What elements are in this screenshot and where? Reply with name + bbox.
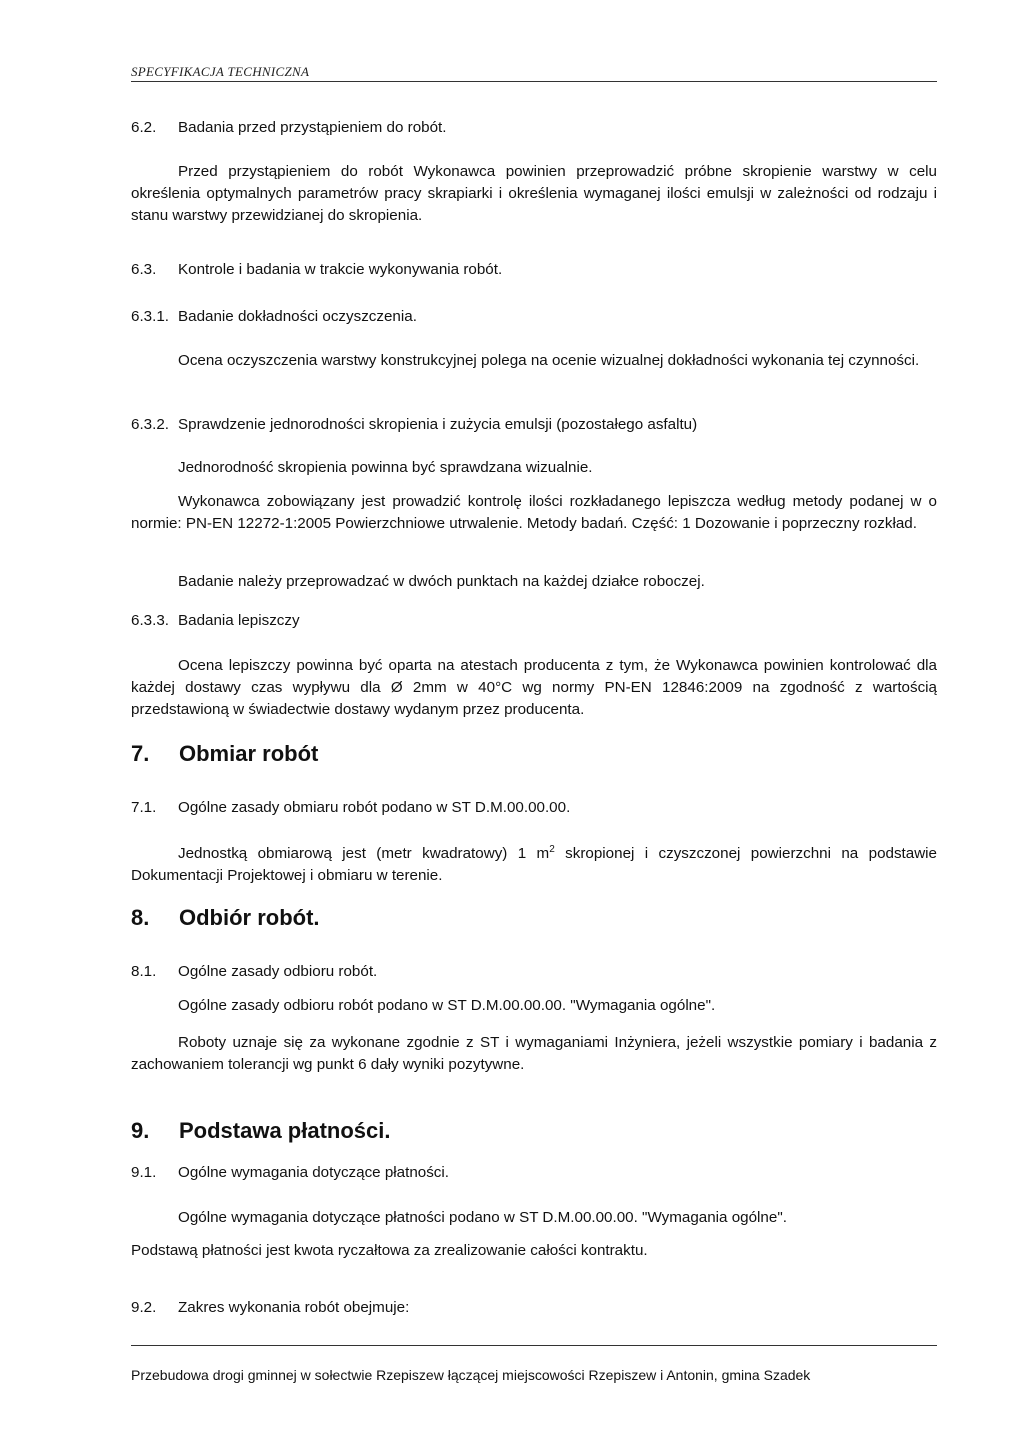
section-title: Ogólne wymagania dotyczące płatności. [178, 1164, 449, 1181]
chapter-number: 8. [131, 905, 150, 930]
section-title: Badanie dokładności oczyszczenia. [178, 308, 417, 325]
section-title: Badania przed przystąpieniem do robót. [178, 119, 447, 136]
chapter-title: Obmiar robót [179, 741, 319, 766]
section-6-3-3-heading [131, 610, 937, 632]
chapter-7-heading [131, 741, 318, 767]
chapter-number: 9. [131, 1118, 150, 1143]
section-number: 6.3.2. [131, 416, 169, 433]
chapter-title: Odbiór robót. [179, 905, 320, 930]
section-title: Kontrole i badania w trakcie wykonywania robót. [178, 261, 503, 278]
section-6-3-3-paragraph: Ocena lepiszczy powinna być oparta na atestach producenta z tym, że Wykonawca powinien kontrolować dla każdej dostawy czas wypływu dla Ø 2mm w 40°C wg normy PN-EN 12846:2009 na zgodność z wartością przedstawioną w świadectwie dostawy wydanym przez producenta. [131, 657, 937, 718]
section-6-3-2-paragraph-3: Badanie należy przeprowadzać w dwóch punktach na każdej działce roboczej. [178, 573, 705, 590]
section-title: Zakres wykonania robót obejmuje: [178, 1299, 410, 1316]
section-number: 6.2. [131, 119, 157, 136]
section-6-3-2-paragraph-2: Wykonawca zobowiązany jest prowadzić kontrolę ilości rozkładanego lepiszcza według metody podanej w o normie: PN-EN 12272-1:2005 Powierzchniowe utrwalenie. Metody badań. Część: 1 Dozowanie i poprzeczny rozkład. [131, 493, 937, 532]
superscript: 2 [549, 843, 555, 855]
paragraph-text: skropionej i czyszczonej powierzchni na podstawie Dokumentacji Projektowej i obmiaru w terenie. [131, 845, 938, 884]
section-8-1-paragraph-1: Ogólne zasady odbioru robót podano w ST D.M.00.00.00. "Wymagania ogólne". [178, 997, 716, 1014]
chapter-title: Podstawa płatności. [179, 1118, 391, 1143]
section-7-1-heading [131, 797, 937, 819]
section-title: Ogólne zasady odbioru robót. [178, 963, 378, 980]
section-number: 6.3.1. [131, 308, 169, 325]
section-6-2-heading [131, 117, 937, 139]
section-8-1-paragraph-2: Roboty uznaje się za wykonane zgodnie z ST i wymaganiami Inżyniera, jeżeli wszystkie pomiary i badania z zachowaniem tolerancji wg punkt 6 dały wyniki pozytywne. [131, 1034, 937, 1073]
section-6-3-2-heading [131, 414, 937, 436]
chapter-8-heading [131, 905, 320, 931]
section-6-3-1-paragraph: Ocena oczyszczenia warstwy konstrukcyjnej polega na ocenie wizualnej dokładności wykonania tej czynności. [178, 352, 920, 369]
paragraph-text: Jednostką obmiarową jest (metr kwadratowy) 1 m [178, 845, 550, 862]
section-9-1-paragraph-1: Ogólne wymagania dotyczące płatności podano w ST D.M.00.00.00. "Wymagania ogólne". [178, 1209, 787, 1226]
section-number: 6.3. [131, 261, 157, 278]
footer-divider [131, 1345, 937, 1346]
section-9-2-heading [131, 1297, 937, 1319]
section-number: 6.3.3. [131, 612, 169, 629]
section-title: Ogólne zasady obmiaru robót podano w ST D.M.00.00.00. [178, 799, 571, 816]
section-8-1-heading [131, 961, 937, 983]
section-7-1-paragraph [131, 843, 937, 887]
chapter-number: 7. [131, 741, 150, 766]
section-6-3-1-heading [131, 306, 937, 328]
chapter-9-heading [131, 1118, 391, 1144]
header-divider [131, 81, 937, 82]
section-6-2-paragraph: Przed przystąpieniem do robót Wykonawca powinien przeprowadzić próbne skropienie warstwy w celu określenia optymalnych parametrów pracy skrapiarki i określenia wymaganej ilości emulsji w zależności od rodzaju i stanu warstwy przewidzianej do skropienia. [131, 163, 937, 224]
section-number: 7.1. [131, 799, 157, 816]
section-9-1-paragraph-2: Podstawą płatności jest kwota ryczałtowa za zrealizowanie całości kontraktu. [131, 1242, 648, 1259]
section-number: 9.1. [131, 1164, 157, 1181]
page-header: SPECYFIKACJA TECHNICZNA [131, 64, 310, 79]
page-footer: Przebudowa drogi gminnej w sołectwie Rzepiszew łączącej miejscowości Rzepiszew i Antonin, gmina Szadek [131, 1367, 811, 1383]
section-6-3-heading [131, 259, 937, 281]
section-9-1-heading [131, 1162, 937, 1184]
section-number: 9.2. [131, 1299, 157, 1316]
section-title: Badania lepiszczy [178, 612, 300, 629]
section-6-3-2-paragraph-1: Jednorodność skropienia powinna być sprawdzana wizualnie. [178, 459, 593, 476]
section-title: Sprawdzenie jednorodności skropienia i zużycia emulsji (pozostałego asfaltu) [178, 416, 698, 433]
section-number: 8.1. [131, 963, 157, 980]
